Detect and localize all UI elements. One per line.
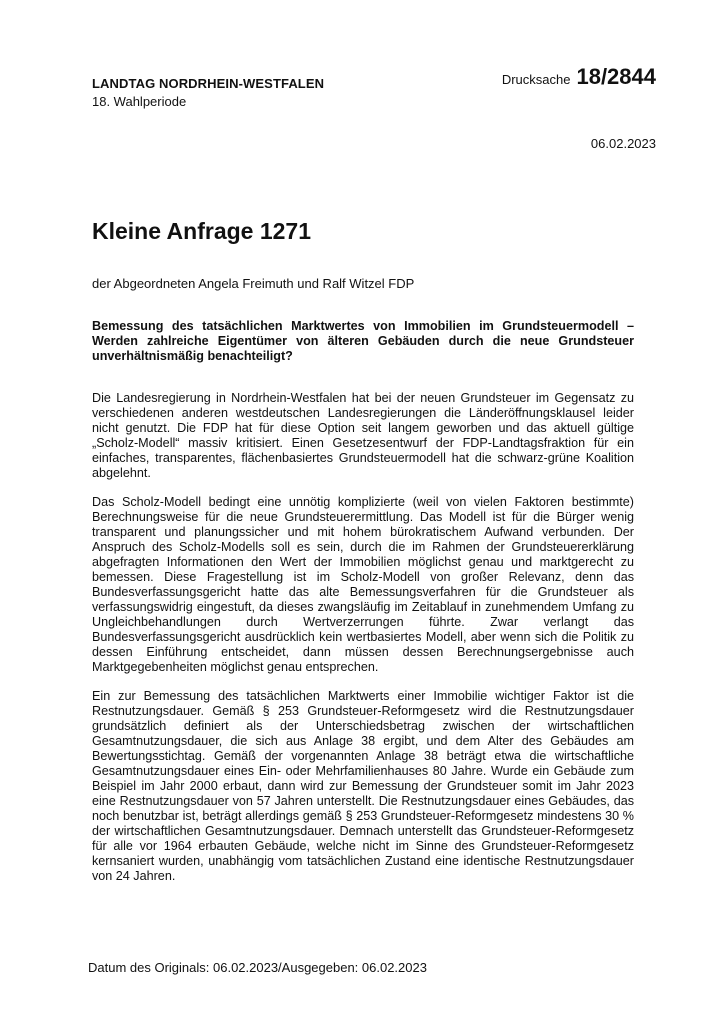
body-paragraph-3: Ein zur Bemessung des tatsächlichen Marktwerts einer Immobilie wichtiger Faktor ist die Restnutzungsdauer. Gemäß § 253 Grundsteuer-Reformgesetz wird die Restnutzungsdauer grundsätzlich definiert als der Unterschiedsbetrag zwischen der wirtschaftlichen Gesamtnutzungsdauer, die sich aus Anlage 38 ergibt, und dem Alter des Gebäudes am Bewertungsstichtag. Gemäß der vorgenannten Anlage 38 beträgt etwa die wirtschaftliche Gesamtnutzungsdauer eines Ein- oder Mehrfamilienhauses 80 Jahre. Wurde ein Gebäude zum Beispiel im Jahr 2000 erbaut, dann wird zur Bemessung der Grundsteuer somit im Jahr 2023 eine Restnutzungsdauer von 57 Jahren unterstellt. Die Restnutzungsdauer eines Gebäudes, das noch benutzbar ist, beträgt allerdings gemäß § 253 Grundsteuer-Reformgesetz mindestens 30 % der wirtschaftlichen Gesamtnutzungsdauer. Demnach unterstellt das Grundsteuer-Reformgesetz für alle vor 1964 erbauten Gebäude, welche nicht im Sinne des Grundsteuer-Reformgesetz kernsaniert wurden, unabhängig vom tatsächlichen Zustand eine identische Restnutzungsdauer von 24 Jahren. [92,689,634,883]
document-title: Kleine Anfrage 1271 [92,218,312,244]
body-text [92,391,634,898]
authors-line: der Abgeordneten Angela Freimuth und Ralf Witzel FDP [92,276,415,291]
drucksache-number: 18/2844 [576,64,656,89]
document-date: 06.02.2023 [590,136,656,151]
legislative-period: 18. Wahlperiode [92,94,187,109]
drucksache-label: Drucksache [501,72,571,87]
footer-dates: Datum des Originals: 06.02.2023/Ausgegeben: 06.02.2023 [88,960,427,975]
parliament-name: LANDTAG NORDRHEIN-WESTFALEN [92,76,325,91]
body-paragraph-2: Das Scholz-Modell bedingt eine unnötig komplizierte (weil von vielen Faktoren bestimmte) Berechnungsweise für die neue Grundsteuerermittlung. Das Modell ist für die Bürger wenig transparent und planungssicher und mit hohem bürokratischem Aufwand verbunden. Der Anspruch des Scholz-Modells soll es sein, durch die im Rahmen der Grundsteuererklärung abgefragten Informationen den Wert der Immobilien möglichst genau und marktgerecht zu bemessen. Diese Fragestellung ist im Scholz-Modell von großer Relevanz, denn das Bundesverfassungsgericht hatte das alte Bemessungsverfahren für die Grundsteuer als verfassungswidrig eingestuft, da dieses zwangsläufig im Zeitablauf in zunehmendem Umfang zu Ungleichbehandlungen durch Wertverzerrungen führte. Zwar verlangt das Bundesverfassungsgericht ausdrücklich kein wertbasiertes Modell, aber wenn sich die Politik zu dessen Einführung entscheidet, dann müssen dessen Berechnungsergebnisse auch Marktgegebenheiten möglichst genau entsprechen. [92,495,634,674]
body-paragraph-1: Die Landesregierung in Nordrhein-Westfalen hat bei der neuen Grundsteuer im Gegensatz zu verschiedenen anderen westdeutschen Landesregierungen die Länderöffnungsklausel leider nicht genutzt. Die FDP hat für diese Option seit langem geworben und das aktuell gültige „Scholz-Modell“ massiv kritisiert. Einen Gesetzesentwurf der FDP-Landtagsfraktion für ein einfaches, transparentes, flächenbasiertes Grundsteuermodell hat die schwarz-grüne Koalition abgelehnt. [92,391,634,480]
subject-heading: Bemessung des tatsächlichen Marktwertes von Immobilien im Grundsteuermodell – Werden zahlreiche Eigentümer von älteren Gebäuden durch die neue Grundsteuer unverhältnismäßig benachteiligt? [92,319,634,363]
drucksache-block [502,64,656,90]
